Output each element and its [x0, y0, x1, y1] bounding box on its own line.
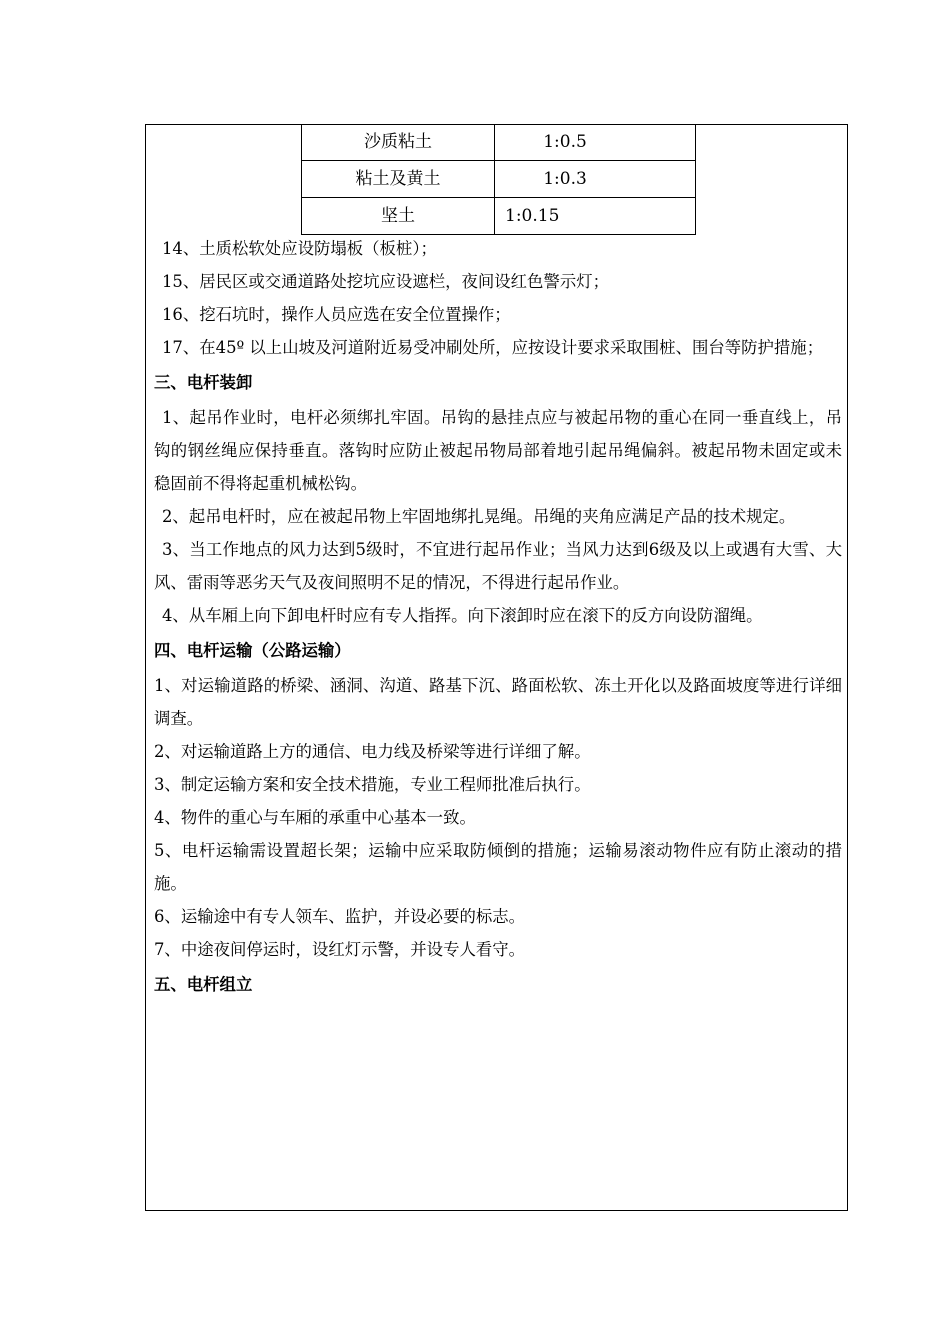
slope-ratio-cell: 1:0.5	[495, 124, 696, 161]
list-item: 16、挖石坑时，操作人员应选在安全位置操作；	[162, 305, 511, 324]
list-item: 3、当工作地点的风力达到5级时，不宜进行起吊作业；当风力达到6级及以上或遇有大雪、大风、雷雨等恶劣天气及夜间照明不足的情况，不得进行起吊作业。	[154, 540, 842, 592]
list-item: 1、起吊作业时，电杆必须绑扎牢固。吊钩的悬挂点应与被起吊物的重心在同一垂直线上，吊钩的钢丝绳应保持垂直。落钩时应防止被起吊物局部着地引起吊绳偏斜。被起吊物未固定或未稳固前不得将起重机械松钩。	[154, 408, 842, 493]
document-body	[154, 232, 842, 1003]
list-item: 1、对运输道路的桥梁、涵洞、沟道、路基下沉、路面松软、冻土开化以及路面坡度等进行详细调查。	[154, 676, 842, 728]
list-item: 4、从车厢上向下卸电杆时应有专人指挥。向下滚卸时应在滚下的反方向设防溜绳。	[162, 606, 763, 625]
list-item: 4、物件的重心与车厢的承重中心基本一致。	[154, 808, 476, 827]
soil-type-cell: 沙质粘土	[302, 124, 495, 161]
slope-ratio-cell: 1:0.15	[495, 198, 696, 235]
section-heading: 三、电杆装卸	[154, 373, 253, 392]
table-row	[302, 198, 696, 235]
soil-type-cell: 粘土及黄土	[302, 161, 495, 198]
list-item: 5、电杆运输需设置超长架；运输中应采取防倾倒的措施；运输易滚动物件应有防止滚动的措施。	[154, 841, 842, 893]
section-heading: 五、电杆组立	[154, 975, 253, 994]
list-item: 3、制定运输方案和安全技术措施，专业工程师批准后执行。	[154, 775, 591, 794]
table-row	[302, 124, 696, 161]
list-item: 2、对运输道路上方的通信、电力线及桥梁等进行详细了解。	[154, 742, 591, 761]
list-item: 7、中途夜间停运时，设红灯示警，并设专人看守。	[154, 940, 526, 959]
list-item: 15、居民区或交通道路处挖坑应设遮栏，夜间设红色警示灯；	[162, 272, 610, 291]
soil-slope-table	[301, 124, 696, 235]
slope-ratio-cell: 1:0.3	[495, 161, 696, 198]
list-item: 17、在45º 以上山坡及河道附近易受冲刷处所，应按设计要求采取围桩、围台等防护措施；	[162, 338, 824, 357]
list-item: 6、运输途中有专人领车、监护，并设必要的标志。	[154, 907, 526, 926]
soil-type-cell: 坚土	[302, 198, 495, 235]
list-item: 14、土质松软处应设防塌板（板桩）；	[162, 239, 437, 258]
table-row	[302, 161, 696, 198]
list-item: 2、起吊电杆时，应在被起吊物上牢固地绑扎晃绳。吊绳的夹角应满足产品的技术规定。	[162, 507, 796, 526]
section-heading: 四、电杆运输（公路运输）	[154, 641, 351, 660]
